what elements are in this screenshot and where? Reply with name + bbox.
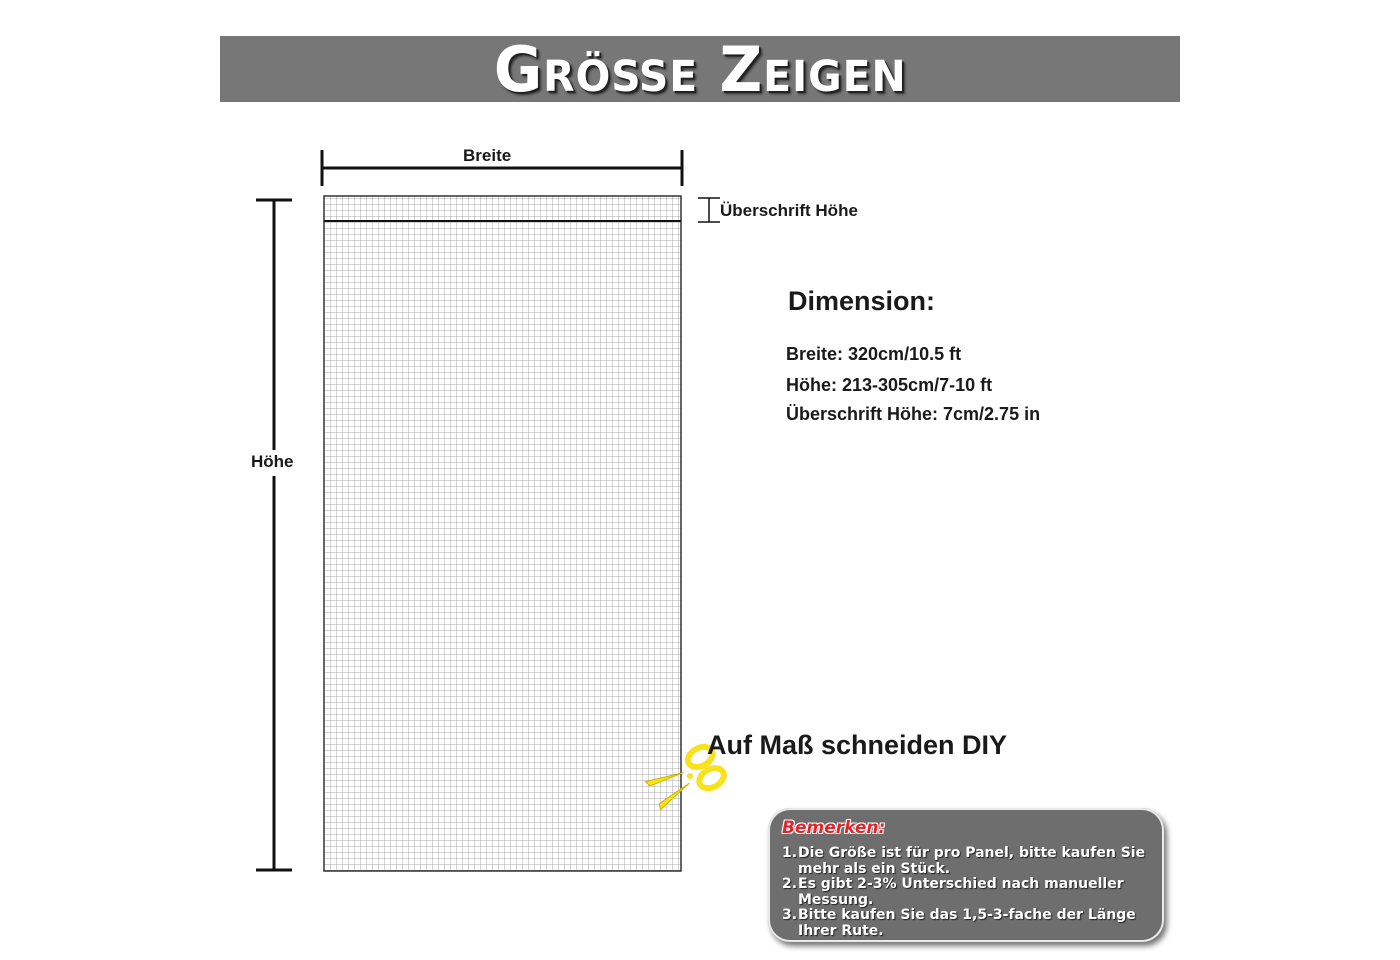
page-title: Größe Zeigen xyxy=(493,32,907,106)
note-text: Die Größe ist für pro Panel, bitte kaufen Sie mehr als ein Stück. xyxy=(798,845,1146,877)
note-text: Es gibt 2-3% Unterschied nach manueller Messung. xyxy=(798,876,1124,908)
header-height-label: Überschrift Höhe xyxy=(720,201,858,220)
cut-to-size-label: Auf Maß schneiden DIY xyxy=(707,730,1008,760)
note-number: 3. xyxy=(782,907,798,924)
dimension-header-height: Überschrift Höhe: 7cm/2.75 in xyxy=(786,404,1041,424)
curtain-panel xyxy=(324,196,681,871)
notes-title: Bemerken: xyxy=(782,818,886,838)
header-height-marker xyxy=(698,198,720,222)
notes-list xyxy=(782,846,1158,940)
dimension-width: Breite: 320cm/10.5 ft xyxy=(786,344,962,364)
note-item xyxy=(782,877,1158,908)
width-label: Breite xyxy=(463,146,512,165)
note-number: 2. xyxy=(782,876,798,893)
dimension-title: Dimension: xyxy=(788,286,936,316)
height-dimension-line xyxy=(256,200,292,870)
note-number: 1. xyxy=(782,845,798,861)
note-text: Bitte kaufen Sie das 1,5-3-fache der Länge Ihrer Rute. xyxy=(798,907,1136,939)
height-label: Höhe xyxy=(251,452,294,471)
note-item xyxy=(782,846,1158,877)
notes-box xyxy=(768,808,1164,942)
note-item xyxy=(782,908,1158,939)
dimension-height: Höhe: 213-305cm/7-10 ft xyxy=(786,375,993,395)
